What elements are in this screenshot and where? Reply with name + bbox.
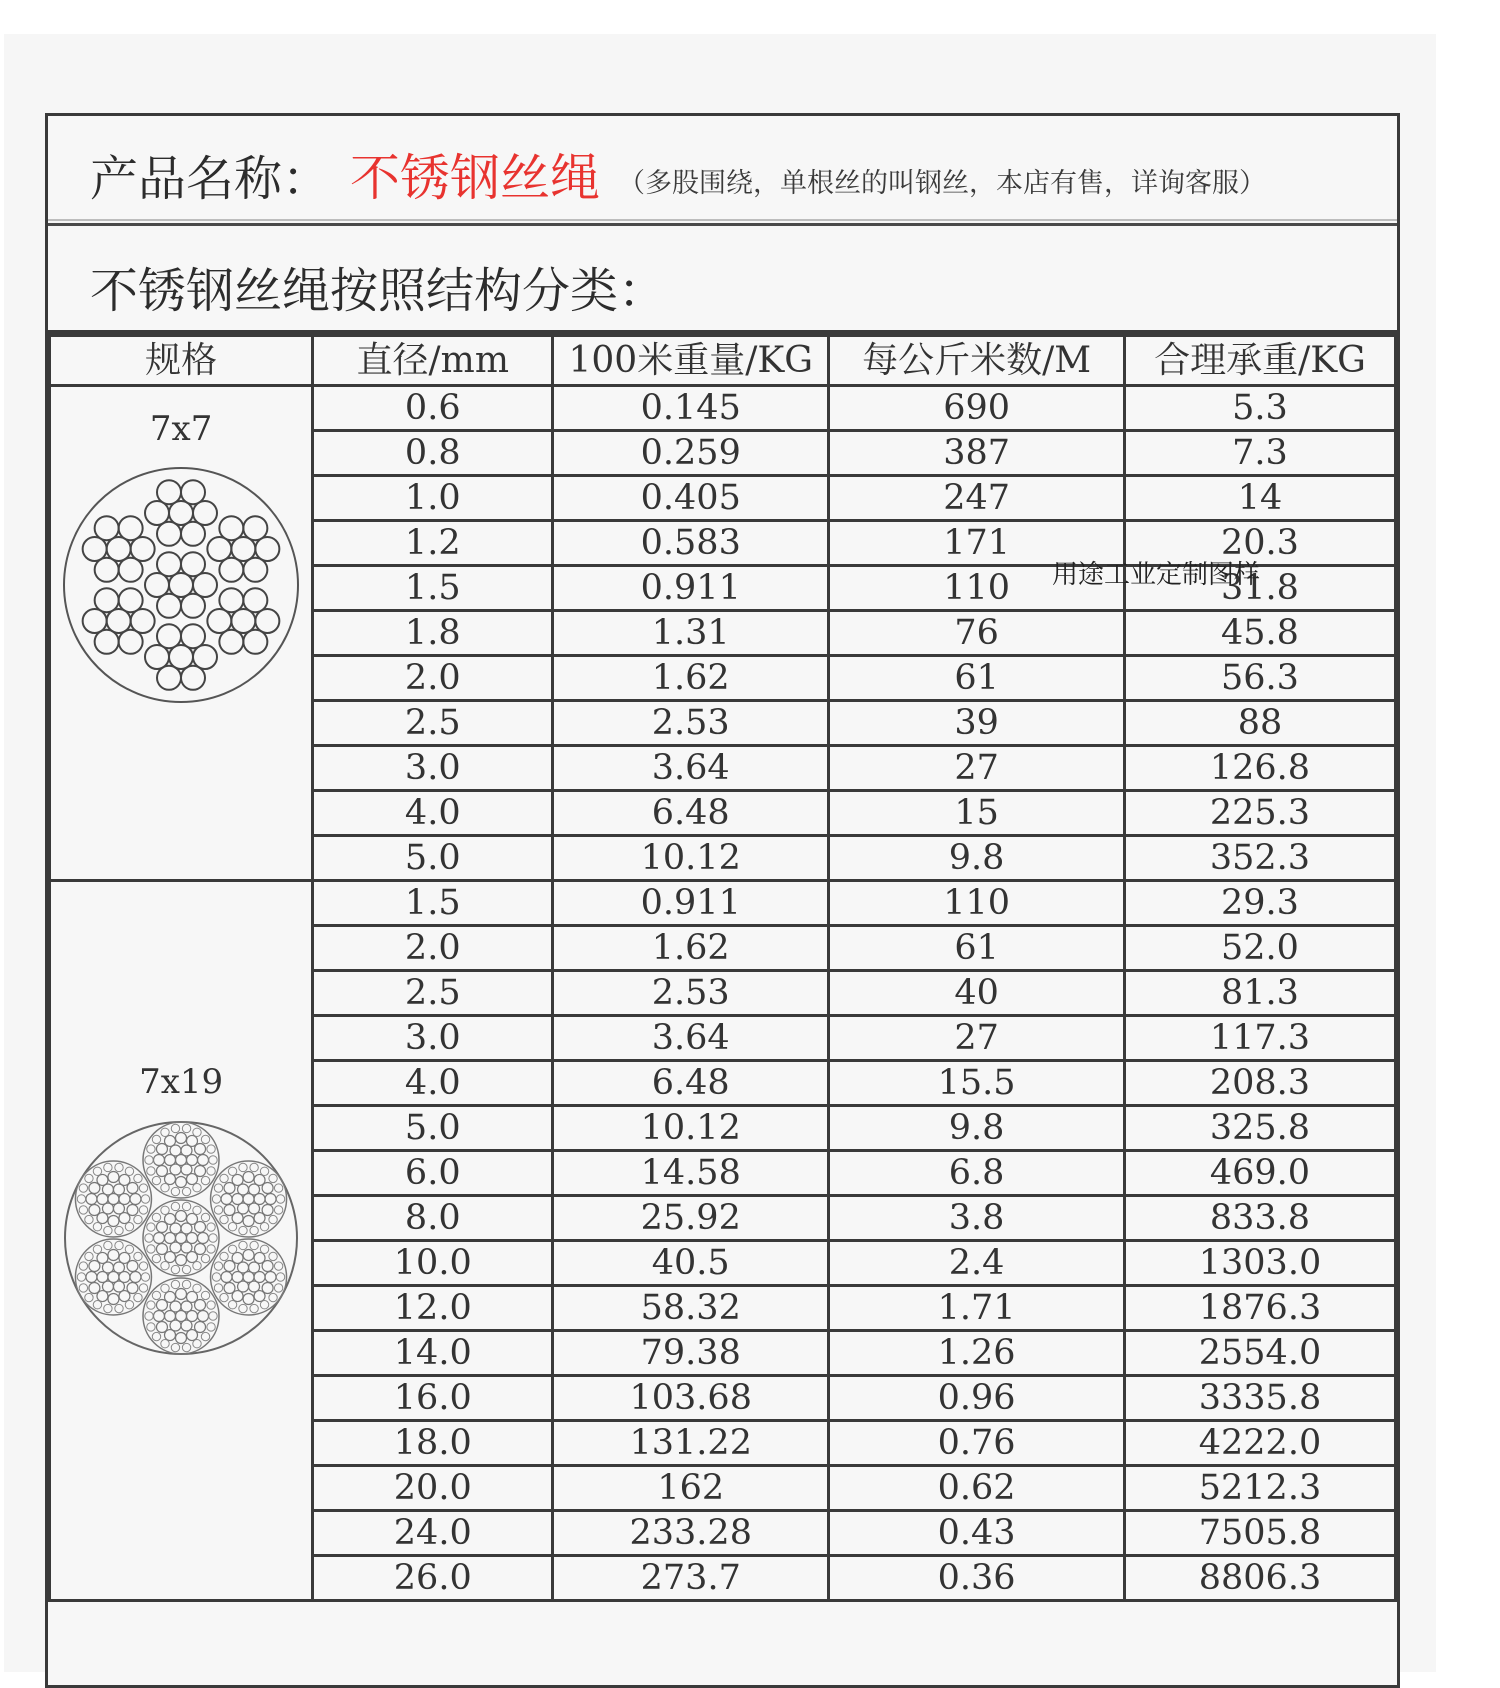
load-cell: 1303.0 <box>1124 1241 1395 1286</box>
weight-cell: 0.405 <box>553 476 829 521</box>
weight-cell: 58.32 <box>553 1286 829 1331</box>
weight-cell: 162 <box>553 1466 829 1511</box>
rope-7x7-cross-section-icon <box>61 465 301 705</box>
meters-per-kg-cell: 27 <box>829 746 1125 791</box>
weight-cell: 1.31 <box>553 611 829 656</box>
meters-per-kg-cell: 690 <box>829 386 1125 431</box>
weight-cell: 10.12 <box>553 836 829 881</box>
load-cell: 352.3 <box>1124 836 1395 881</box>
product-name-note: （多股围绕，单根丝的叫钢丝，本店有售，详询客服） <box>618 168 1266 199</box>
meters-per-kg-cell: 3.8 <box>829 1196 1125 1241</box>
diameter-cell: 26.0 <box>313 1556 553 1601</box>
meters-per-kg-cell: 2.4 <box>829 1241 1125 1286</box>
meters-per-kg-cell: 171 <box>829 521 1125 566</box>
meters-per-kg-cell: 0.36 <box>829 1556 1125 1601</box>
diameter-cell: 2.0 <box>313 656 553 701</box>
weight-cell: 6.48 <box>553 1061 829 1106</box>
weight-cell: 0.583 <box>553 521 829 566</box>
diameter-cell: 0.6 <box>313 386 553 431</box>
load-cell: 833.8 <box>1124 1196 1395 1241</box>
weight-cell: 1.62 <box>553 926 829 971</box>
diameter-cell: 1.5 <box>313 566 553 611</box>
weight-cell: 273.7 <box>553 1556 829 1601</box>
table-header-row <box>50 336 1396 386</box>
load-cell: 117.3 <box>1124 1016 1395 1061</box>
load-cell: 126.8 <box>1124 746 1395 791</box>
meters-per-kg-cell: 6.8 <box>829 1151 1125 1196</box>
diameter-cell: 1.8 <box>313 611 553 656</box>
weight-cell: 2.53 <box>553 701 829 746</box>
load-cell: 7.3 <box>1124 431 1395 476</box>
divider <box>48 219 1397 221</box>
diameter-cell: 18.0 <box>313 1421 553 1466</box>
meters-per-kg-cell: 0.96 <box>829 1376 1125 1421</box>
meters-per-kg-cell: 247 <box>829 476 1125 521</box>
meters-per-kg-cell: 15 <box>829 791 1125 836</box>
weight-cell: 1.62 <box>553 656 829 701</box>
load-cell: 81.3 <box>1124 971 1395 1016</box>
meters-per-kg-cell: 15.5 <box>829 1061 1125 1106</box>
column-header-weight: 100米重量/KG <box>553 336 829 386</box>
meters-per-kg-cell: 0.62 <box>829 1466 1125 1511</box>
diameter-cell: 14.0 <box>313 1331 553 1376</box>
meters-per-kg-cell: 1.71 <box>829 1286 1125 1331</box>
table-row <box>50 881 1396 926</box>
load-cell: 325.8 <box>1124 1106 1395 1151</box>
load-cell: 208.3 <box>1124 1061 1395 1106</box>
load-cell: 225.3 <box>1124 791 1395 836</box>
load-cell: 88 <box>1124 701 1395 746</box>
diameter-cell: 2.0 <box>313 926 553 971</box>
load-cell: 5212.3 <box>1124 1466 1395 1511</box>
load-cell: 1876.3 <box>1124 1286 1395 1331</box>
diameter-cell: 2.5 <box>313 971 553 1016</box>
watermark-text: 用途工业定制图样 <box>1052 560 1261 590</box>
diameter-cell: 16.0 <box>313 1376 553 1421</box>
weight-cell: 3.64 <box>553 746 829 791</box>
classification-title: 不锈钢丝绳按照结构分类： <box>90 263 667 319</box>
meters-per-kg-cell: 39 <box>829 701 1125 746</box>
spec-table <box>48 334 1397 1602</box>
column-header-spec: 规格 <box>50 336 313 386</box>
meters-per-kg-cell: 27 <box>829 1016 1125 1061</box>
diameter-cell: 1.5 <box>313 881 553 926</box>
product-name-row <box>48 116 1397 226</box>
meters-per-kg-cell: 40 <box>829 971 1125 1016</box>
spec-label: 7x7 <box>149 409 213 449</box>
weight-cell: 79.38 <box>553 1331 829 1376</box>
load-cell: 3335.8 <box>1124 1376 1395 1421</box>
diameter-cell: 5.0 <box>313 836 553 881</box>
diameter-cell: 12.0 <box>313 1286 553 1331</box>
load-cell: 56.3 <box>1124 656 1395 701</box>
rope-7x19-cross-section-icon <box>61 1118 301 1358</box>
product-name-value: 不锈钢丝绳 <box>350 149 600 207</box>
table-row <box>50 386 1396 431</box>
diameter-cell: 1.0 <box>313 476 553 521</box>
spec-group-cell <box>50 881 313 1601</box>
meters-per-kg-cell: 110 <box>829 566 1125 611</box>
diameter-cell: 8.0 <box>313 1196 553 1241</box>
diameter-cell: 6.0 <box>313 1151 553 1196</box>
weight-cell: 103.68 <box>553 1376 829 1421</box>
meters-per-kg-cell: 1.26 <box>829 1331 1125 1376</box>
diameter-cell: 20.0 <box>313 1466 553 1511</box>
weight-cell: 25.92 <box>553 1196 829 1241</box>
spec-group-cell <box>50 386 313 881</box>
spec-sheet <box>4 34 1436 1672</box>
meters-per-kg-cell: 0.76 <box>829 1421 1125 1466</box>
load-cell: 20.3 <box>1124 521 1395 566</box>
column-header-load: 合理承重/KG <box>1124 336 1395 386</box>
weight-cell: 6.48 <box>553 791 829 836</box>
load-cell: 29.3 <box>1124 881 1395 926</box>
column-header-meters-per-kg: 每公斤米数/M <box>829 336 1125 386</box>
weight-cell: 3.64 <box>553 1016 829 1061</box>
weight-cell: 14.58 <box>553 1151 829 1196</box>
load-cell: 31.8 <box>1124 566 1395 611</box>
diameter-cell: 4.0 <box>313 1061 553 1106</box>
load-cell: 5.3 <box>1124 386 1395 431</box>
diameter-cell: 3.0 <box>313 1016 553 1061</box>
load-cell: 14 <box>1124 476 1395 521</box>
load-cell: 4222.0 <box>1124 1421 1395 1466</box>
meters-per-kg-cell: 9.8 <box>829 836 1125 881</box>
meters-per-kg-cell: 61 <box>829 656 1125 701</box>
load-cell: 2554.0 <box>1124 1331 1395 1376</box>
weight-cell: 233.28 <box>553 1511 829 1556</box>
meters-per-kg-cell: 0.43 <box>829 1511 1125 1556</box>
spec-label: 7x19 <box>139 1062 224 1102</box>
weight-cell: 10.12 <box>553 1106 829 1151</box>
product-name-label: 产品名称： <box>90 151 331 207</box>
meters-per-kg-cell: 9.8 <box>829 1106 1125 1151</box>
diameter-cell: 24.0 <box>313 1511 553 1556</box>
meters-per-kg-cell: 110 <box>829 881 1125 926</box>
diameter-cell: 3.0 <box>313 746 553 791</box>
weight-cell: 0.259 <box>553 431 829 476</box>
load-cell: 8806.3 <box>1124 1556 1395 1601</box>
load-cell: 52.0 <box>1124 926 1395 971</box>
column-header-diameter: 直径/mm <box>313 336 553 386</box>
classification-row <box>48 226 1397 334</box>
weight-cell: 0.911 <box>553 566 829 611</box>
diameter-cell: 0.8 <box>313 431 553 476</box>
weight-cell: 0.911 <box>553 881 829 926</box>
diameter-cell: 1.2 <box>313 521 553 566</box>
meters-per-kg-cell: 61 <box>829 926 1125 971</box>
weight-cell: 2.53 <box>553 971 829 1016</box>
meters-per-kg-cell: 76 <box>829 611 1125 656</box>
meters-per-kg-cell: 387 <box>829 431 1125 476</box>
spec-frame <box>45 113 1400 1688</box>
weight-cell: 40.5 <box>553 1241 829 1286</box>
diameter-cell: 4.0 <box>313 791 553 836</box>
load-cell: 45.8 <box>1124 611 1395 656</box>
diameter-cell: 2.5 <box>313 701 553 746</box>
load-cell: 7505.8 <box>1124 1511 1395 1556</box>
weight-cell: 131.22 <box>553 1421 829 1466</box>
load-cell: 469.0 <box>1124 1151 1395 1196</box>
weight-cell: 0.145 <box>553 386 829 431</box>
diameter-cell: 5.0 <box>313 1106 553 1151</box>
diameter-cell: 10.0 <box>313 1241 553 1286</box>
